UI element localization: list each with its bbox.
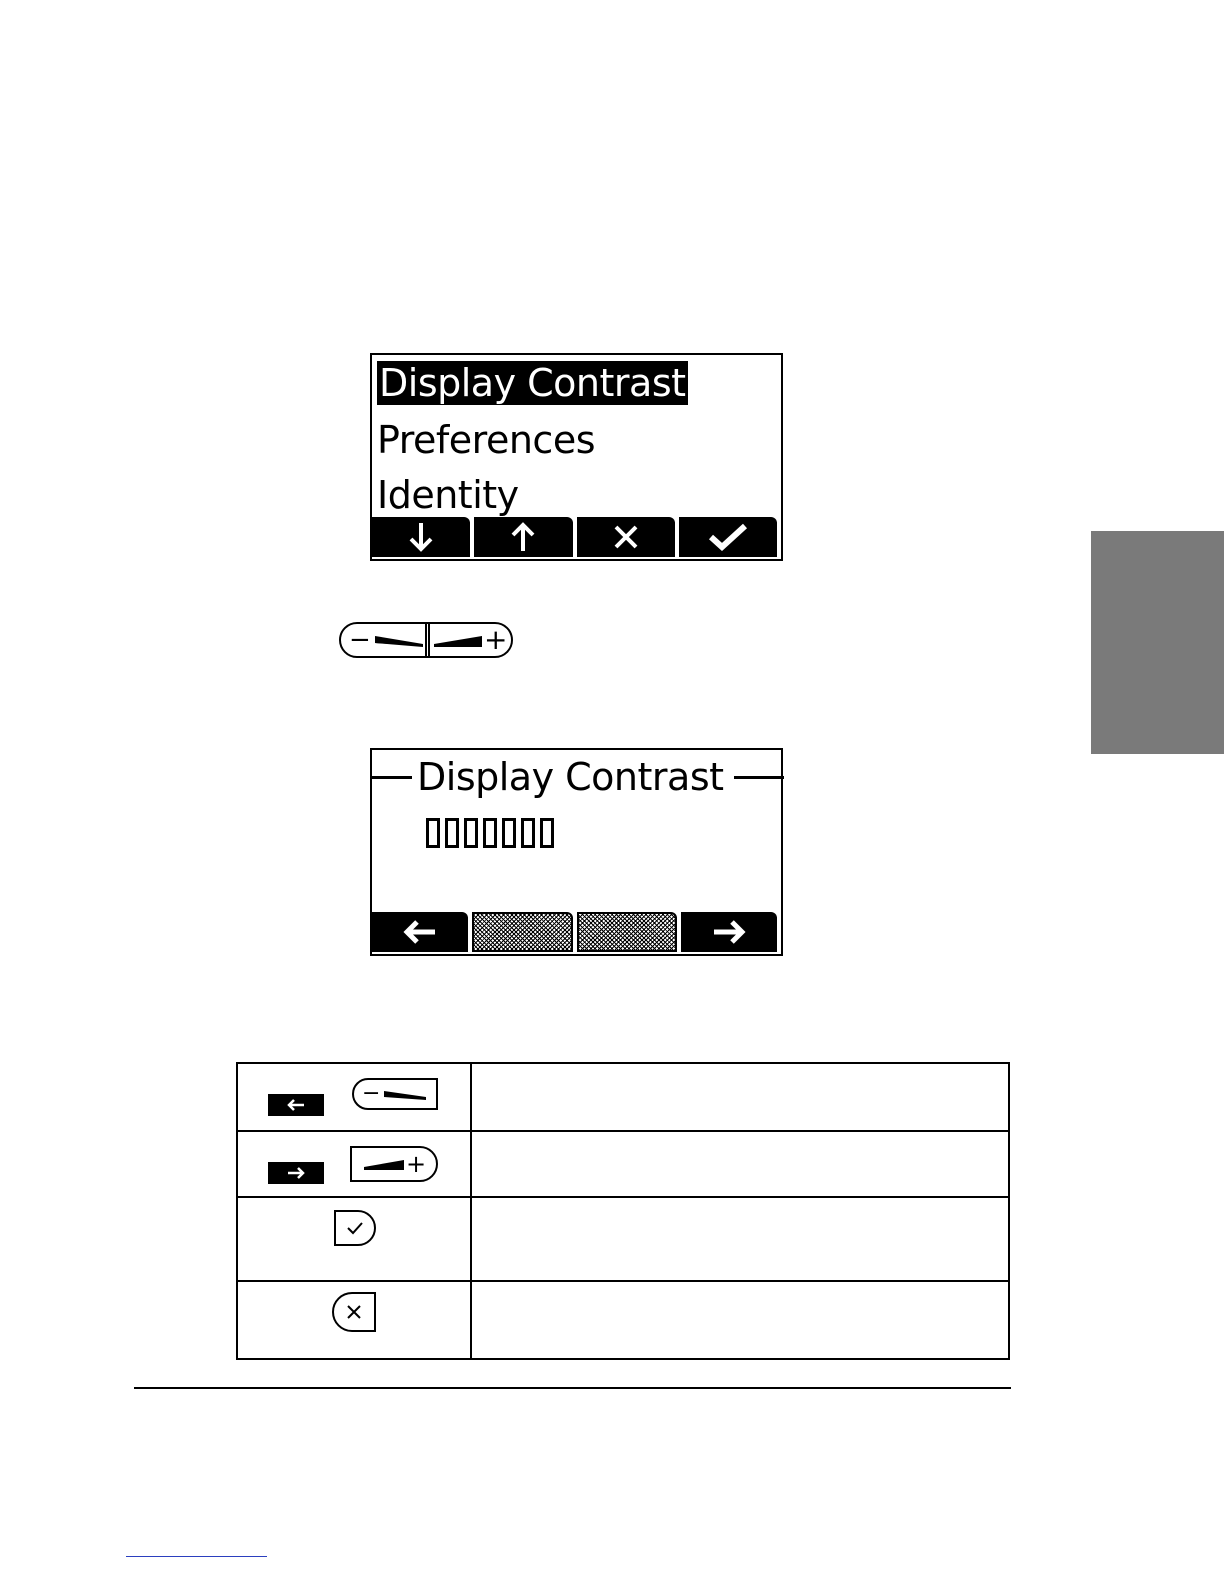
volume-down-key-icon: − bbox=[352, 1078, 438, 1110]
softkey-down[interactable] bbox=[372, 517, 470, 557]
volume-up-key-icon: + bbox=[350, 1146, 438, 1182]
menu-item-display-contrast[interactable]: Display Contrast bbox=[379, 361, 686, 405]
icon-cell bbox=[237, 1197, 471, 1281]
lcd-contrast-screen bbox=[370, 748, 783, 956]
checkmark-icon bbox=[346, 1221, 364, 1235]
title-rule-left bbox=[372, 776, 412, 779]
volume-up-wedge-icon bbox=[434, 633, 482, 647]
key-function-table bbox=[236, 1062, 1010, 1360]
contrast-segment bbox=[540, 818, 554, 848]
ok-check-key-icon bbox=[334, 1210, 376, 1246]
description-cell bbox=[471, 1063, 1009, 1131]
chapter-tab bbox=[1091, 531, 1224, 754]
contrast-segment bbox=[502, 818, 516, 848]
table-row bbox=[237, 1197, 1009, 1281]
close-icon bbox=[345, 1303, 363, 1321]
contrast-level-bar bbox=[426, 818, 566, 850]
contrast-segment bbox=[464, 818, 478, 848]
down-arrow-icon bbox=[406, 521, 436, 553]
table-row bbox=[237, 1281, 1009, 1359]
volume-up-half[interactable] bbox=[430, 624, 511, 656]
title-rule-right bbox=[734, 776, 784, 779]
volume-down-wedge-icon bbox=[375, 633, 423, 647]
volume-down-half[interactable] bbox=[341, 624, 427, 656]
menu-item-identity[interactable]: Identity bbox=[377, 473, 519, 517]
softkey-blank-2 bbox=[577, 912, 677, 952]
left-arrow-softkey-icon bbox=[268, 1094, 324, 1116]
softkey-cancel[interactable] bbox=[577, 517, 675, 557]
right-arrow-softkey-icon bbox=[268, 1162, 324, 1184]
icon-cell bbox=[237, 1131, 471, 1197]
contrast-segment bbox=[445, 818, 459, 848]
cancel-x-key-icon bbox=[332, 1292, 376, 1332]
right-arrow-icon bbox=[712, 919, 746, 945]
softkey-up[interactable] bbox=[474, 517, 572, 557]
lcd-menu-screen bbox=[370, 353, 783, 561]
softkey-ok[interactable] bbox=[679, 517, 777, 557]
menu-softkey-bar bbox=[372, 517, 781, 559]
contrast-segment bbox=[426, 818, 440, 848]
close-icon bbox=[612, 523, 640, 551]
table-row bbox=[237, 1063, 1009, 1131]
softkey-right[interactable] bbox=[681, 912, 777, 952]
contrast-segment bbox=[483, 818, 497, 848]
softkey-blank-1 bbox=[472, 912, 572, 952]
softkey-left[interactable] bbox=[372, 912, 468, 952]
footer-rule bbox=[134, 1387, 1011, 1389]
minus-symbol: − bbox=[349, 625, 371, 655]
plus-symbol: + bbox=[484, 623, 508, 656]
contrast-screen-title: Display Contrast bbox=[417, 755, 724, 799]
description-cell bbox=[471, 1131, 1009, 1197]
contrast-softkey-bar bbox=[372, 912, 781, 954]
footer-link-underline[interactable] bbox=[126, 1556, 267, 1557]
table-row bbox=[237, 1131, 1009, 1197]
description-cell bbox=[471, 1197, 1009, 1281]
left-arrow-icon bbox=[403, 919, 437, 945]
menu-item-preferences[interactable]: Preferences bbox=[377, 418, 595, 462]
up-arrow-icon bbox=[508, 521, 538, 553]
checkmark-icon bbox=[708, 523, 748, 551]
icon-cell bbox=[237, 1063, 471, 1131]
volume-rocker-key[interactable] bbox=[339, 622, 513, 658]
contrast-segment bbox=[521, 818, 535, 848]
icon-cell bbox=[237, 1281, 471, 1359]
description-cell bbox=[471, 1281, 1009, 1359]
